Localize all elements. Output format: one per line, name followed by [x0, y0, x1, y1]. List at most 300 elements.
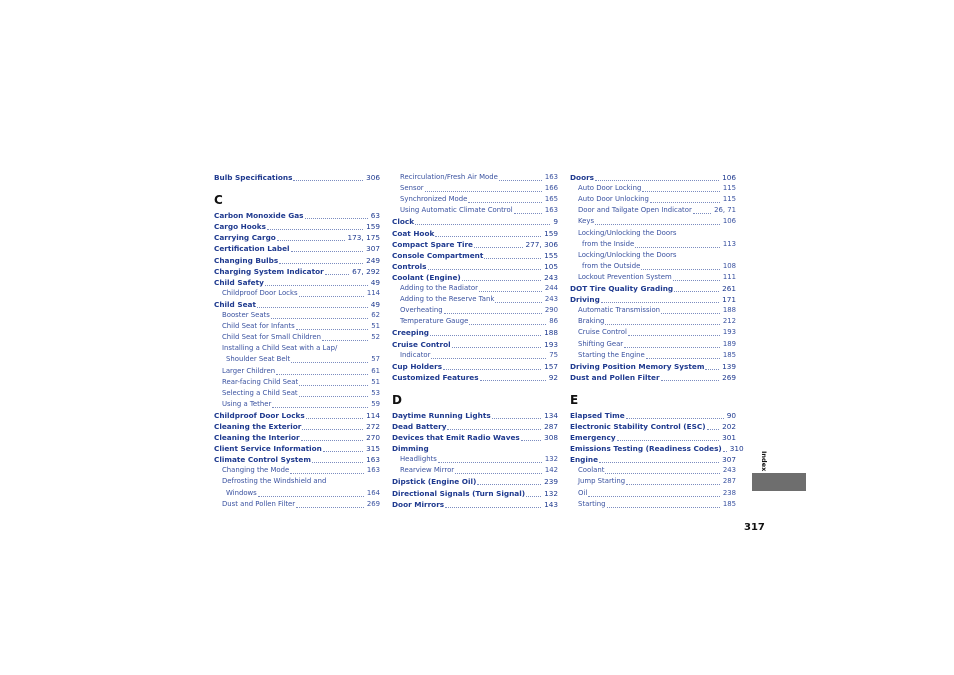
index-entry-page: 113 [722, 239, 736, 248]
index-entry-leader [272, 406, 368, 408]
index-entry-leader [641, 268, 720, 270]
index-entry-title: Client Service Information [214, 444, 322, 454]
index-entry[interactable] [392, 227, 558, 238]
index-entry[interactable] [214, 232, 380, 243]
index-entry[interactable] [392, 316, 558, 327]
index-entry-page: 189 [722, 339, 736, 348]
index-entry-title: Console Compartment [392, 250, 484, 260]
index-entry-leader [650, 201, 720, 203]
index-column-3 [570, 172, 744, 510]
index-section-letter: D [392, 392, 402, 407]
index-entry[interactable] [392, 261, 558, 272]
index-entry[interactable] [392, 421, 558, 432]
index-entry-title: Changing the Mode [222, 466, 290, 475]
index-entry[interactable] [570, 361, 736, 372]
index-entry-page: 59 [371, 399, 380, 408]
index-entry[interactable] [214, 266, 380, 277]
index-entry-title: Installing a Child Seat with a Lap/ [222, 344, 338, 353]
index-entry-title: Doors [570, 173, 595, 183]
index-entry-leader [635, 246, 720, 248]
index-entry[interactable] [570, 338, 736, 349]
index-entry-title: Cleaning the Interior [214, 433, 300, 443]
index-entry-page: 67, 292 [352, 266, 380, 276]
index-entry-leader [302, 428, 363, 430]
index-entry-leader [673, 279, 720, 281]
index-entry-page: 51 [371, 322, 380, 331]
index-entry[interactable] [214, 243, 380, 254]
index-entry-leader [299, 384, 368, 386]
index-entry-title: Child Seat for Small Children [222, 333, 321, 342]
index-entry-leader [480, 379, 546, 381]
index-entry-page: 287 [544, 421, 558, 431]
index-entry-page: 9 [553, 217, 558, 227]
index-entry[interactable] [570, 216, 736, 227]
index-entry-title: Keys [578, 217, 595, 226]
index-entry-page: 243 [544, 272, 558, 282]
index-entry[interactable] [392, 205, 558, 216]
index-entry[interactable] [570, 183, 736, 194]
index-entry-leader [431, 357, 546, 359]
index-entry[interactable] [392, 410, 558, 421]
index-entry-leader [445, 506, 541, 508]
index-entry-title: Larger Children [222, 366, 276, 375]
index-entry-page: 173, 175 [347, 233, 380, 243]
index-entry[interactable] [214, 410, 380, 421]
index-entry-title: Booster Seats [222, 311, 270, 320]
index-entry[interactable] [214, 321, 380, 332]
index-entry-leader [279, 262, 363, 264]
index-entry-leader [443, 368, 541, 370]
index-entry-title: Cruise Control [392, 339, 451, 349]
index-entry-page: 163 [544, 173, 558, 182]
index-entry-title: Door Mirrors [392, 499, 445, 509]
index-entry-page: 134 [544, 410, 558, 420]
index-entry-leader [605, 323, 719, 325]
index-entry-page: 114 [366, 410, 380, 420]
index-entry[interactable] [214, 465, 380, 476]
index-entry-title: Clock [392, 217, 415, 227]
index-entry-leader [646, 357, 720, 359]
index-entry-leader [428, 268, 542, 270]
index-entry-title: Automatic Transmission [578, 306, 661, 315]
index-entry[interactable] [570, 294, 736, 305]
index-entry-page: 86 [549, 317, 558, 326]
index-entry-page: 171 [722, 295, 736, 305]
index-entry-leader [455, 472, 542, 474]
index-entry-title: Dead Battery [392, 421, 447, 431]
index-entry-title: Changing Bulbs [214, 255, 279, 265]
index-entry[interactable] [214, 499, 380, 510]
index-entry-leader [595, 223, 720, 225]
index-entry-leader [447, 428, 541, 430]
index-entry[interactable] [214, 288, 380, 299]
index-entry-title: Cup Holders [392, 361, 443, 371]
index-entry-leader [495, 301, 542, 303]
index-entry-leader [474, 246, 523, 248]
index-entry-leader [323, 450, 363, 452]
index-entry[interactable] [214, 421, 380, 432]
index-column-1 [214, 172, 380, 510]
index-entry-leader [299, 295, 364, 297]
index-entry-title: Lockout Prevention System [578, 272, 672, 281]
index-entry-leader [301, 439, 363, 441]
index-entry[interactable] [570, 350, 736, 361]
index-entry-title: Rear-facing Child Seat [222, 377, 299, 386]
index-entry[interactable] [570, 250, 736, 261]
index-entry-title: Childproof Door Locks [222, 288, 298, 297]
index-entry-page: 269 [722, 372, 736, 382]
index-entry-leader [605, 472, 719, 474]
index-entry-page: 277, 306 [525, 239, 558, 249]
index-entry-leader [642, 190, 720, 192]
index-entry-title: Dipstick (Engine Oil) [392, 477, 477, 487]
index-entry[interactable] [214, 210, 380, 221]
index-entry-page: 115 [722, 184, 736, 193]
index-entry-page: 26, 71 [714, 206, 736, 215]
index-entry-page: 185 [722, 350, 736, 359]
index-entry-leader [277, 239, 345, 241]
index-entry-page: 188 [722, 306, 736, 315]
index-entry-page: 307 [366, 244, 380, 254]
index-entry[interactable] [214, 487, 380, 498]
index-entry[interactable] [214, 277, 380, 288]
index-entry[interactable] [214, 432, 380, 443]
index-entry-page: 193 [544, 339, 558, 349]
index-entry[interactable] [570, 454, 736, 465]
index-entry-leader [599, 461, 719, 463]
index-entry-page: 143 [544, 499, 558, 509]
index-entry-title: Sensor [400, 184, 424, 193]
index-entry[interactable] [214, 365, 380, 376]
index-entry-title: Creeping [392, 328, 429, 338]
index-entry-title: Coat Hook [392, 228, 435, 238]
index-entry-leader [435, 235, 541, 237]
index-entry-page: 202 [722, 421, 736, 431]
index-entry-title: Using a Tether [222, 399, 272, 408]
index-entry[interactable] [392, 372, 558, 383]
index-entry-leader [674, 290, 719, 292]
index-entry-title: Devices that Emit Radio Waves [392, 433, 520, 443]
index-entry-leader [438, 461, 542, 463]
index-entry-leader [479, 290, 542, 292]
index-entry[interactable] [392, 499, 558, 510]
index-entry-title: Shoulder Seat Belt [226, 355, 291, 364]
index-entry[interactable] [392, 361, 558, 372]
index-entry[interactable] [392, 183, 558, 194]
index-entry-title: Adding to the Radiator [400, 284, 478, 293]
index-entry[interactable] [214, 332, 380, 343]
index-entry-page: 290 [544, 306, 558, 315]
page-number: 317 [744, 522, 765, 533]
index-entry-title: Coolant [578, 466, 605, 475]
index-entry-page: 163 [544, 206, 558, 215]
index-entry-leader [601, 301, 719, 303]
index-entry-page: 261 [722, 284, 736, 294]
index-entry-leader [626, 483, 720, 485]
index-entry-page: 163 [366, 466, 380, 475]
index-entry[interactable] [570, 410, 736, 421]
index-entry-leader [705, 368, 719, 370]
index-entry-leader [723, 450, 727, 452]
index-entry-page: 115 [722, 195, 736, 204]
index-entry[interactable] [570, 272, 736, 283]
index-entry-page: 165 [544, 195, 558, 204]
index-entry-title: Directional Signals (Turn Signal) [392, 488, 526, 498]
index-entry-leader [477, 483, 541, 485]
index-entry-page: 272 [366, 421, 380, 431]
index-entry-title: Braking [578, 317, 605, 326]
index-entry-leader [291, 361, 368, 363]
index-entry-leader [267, 228, 363, 230]
index-entry[interactable] [570, 487, 736, 498]
index-entry[interactable] [392, 294, 558, 305]
index-entry-title: Child Safety [214, 277, 264, 287]
index-entry[interactable] [570, 316, 736, 327]
index-entry-title: Child Seat [214, 299, 256, 309]
index-entry[interactable] [214, 399, 380, 410]
index-entry[interactable] [392, 272, 558, 283]
index-entry[interactable] [570, 239, 736, 250]
index-entry-leader [661, 379, 719, 381]
index-entry-leader [626, 417, 724, 419]
index-entry-leader [258, 495, 364, 497]
index-entry[interactable] [392, 465, 558, 476]
index-entry-page: 301 [722, 433, 736, 443]
index-entry-page: 166 [544, 184, 558, 193]
index-entry-title: from the Inside [582, 239, 635, 248]
index-entry-title: Charging System Indicator [214, 266, 324, 276]
index-tab-label: Index [760, 451, 768, 472]
index-column-2 [392, 172, 558, 510]
index-entry-page: 62 [371, 311, 380, 320]
index-entry-page: 270 [366, 433, 380, 443]
index-entry-page: 106 [722, 173, 736, 183]
index-entry[interactable] [214, 388, 380, 399]
index-entry-page: 114 [366, 288, 380, 297]
index-entry[interactable] [570, 172, 736, 183]
index-entry-page: 185 [722, 499, 736, 508]
index-entry[interactable] [392, 338, 558, 349]
index-entry-leader [306, 417, 363, 419]
index-entry-title: Cleaning the Exterior [214, 421, 302, 431]
index-entry[interactable] [570, 305, 736, 316]
index-entry[interactable] [214, 254, 380, 265]
index-entry[interactable] [570, 443, 744, 454]
index-entry-leader [299, 395, 369, 397]
index-entry-title: DOT Tire Quality Grading [570, 284, 674, 294]
index-entry-page: 212 [722, 317, 736, 326]
index-entry-leader [290, 472, 364, 474]
index-entry[interactable] [570, 499, 736, 510]
index-entry-title: Cruise Control [578, 328, 627, 337]
index-entry-leader [617, 439, 719, 441]
index-entry-leader [415, 223, 550, 225]
index-entry-title: Dimming [392, 444, 429, 454]
index-entry[interactable] [214, 476, 380, 487]
index-entry-leader [607, 506, 720, 508]
index-entry-title: Carrying Cargo [214, 233, 276, 243]
index-entry-leader [305, 217, 368, 219]
index-entry-leader [469, 323, 546, 325]
index-entry[interactable] [570, 465, 736, 476]
index-entry-page: 164 [366, 488, 380, 497]
index-entry[interactable] [392, 327, 558, 338]
index-entry-page: 315 [366, 444, 380, 454]
index-entry-page: 53 [371, 388, 380, 397]
index-entry[interactable] [392, 350, 558, 361]
index-entry[interactable] [570, 227, 736, 238]
index-entry[interactable] [214, 172, 380, 183]
index-entry-page: 105 [544, 261, 558, 271]
index-entry-title: Indicator [400, 350, 431, 359]
index-entry-page: 306 [366, 173, 380, 183]
index-entry-title: Temperature Gauge [400, 317, 469, 326]
index-entry-title: Oil [578, 488, 588, 497]
index-entry-title: Door and Tailgate Open Indicator [578, 206, 692, 215]
index-entry-title: Rearview Mirror [400, 466, 455, 475]
index-entry-title: Emissions Testing (Readiness Codes) [570, 444, 722, 454]
index-entry-page: 111 [722, 272, 736, 281]
index-entry-page: 49 [370, 299, 380, 309]
index-section-letter: E [570, 392, 579, 407]
index-entry-title: Overheating [400, 306, 443, 315]
index-entry-title: Elapsed Time [570, 410, 625, 420]
index-entry-page: 90 [726, 410, 736, 420]
index-entry[interactable] [570, 476, 736, 487]
index-entry-page: 142 [544, 466, 558, 475]
index-entry-page: 308 [544, 433, 558, 443]
index-entry[interactable] [392, 443, 558, 454]
index-entry-leader [425, 190, 542, 192]
index-entry-page: 57 [371, 355, 380, 364]
index-entry-leader [296, 328, 369, 330]
index-entry[interactable] [392, 487, 558, 498]
index-entry[interactable] [392, 216, 558, 227]
index-entry-page: 49 [370, 277, 380, 287]
index-entry-leader [492, 417, 541, 419]
index-entry-title: Carbon Monoxide Gas [214, 211, 304, 221]
index-entry-page: 75 [549, 350, 558, 359]
index-entry[interactable] [214, 310, 380, 321]
index-entry[interactable] [570, 432, 736, 443]
index-entry[interactable] [570, 327, 736, 338]
index-entry[interactable] [392, 454, 558, 465]
index-entry[interactable] [570, 261, 736, 272]
index-entry-title: Starting [578, 499, 606, 508]
index-entry[interactable] [214, 221, 380, 232]
index-entry-page: 239 [544, 477, 558, 487]
index-entry[interactable] [214, 443, 380, 454]
index-entry[interactable] [214, 377, 380, 388]
index-entry[interactable] [392, 432, 558, 443]
index-entry-leader [707, 428, 719, 430]
index-entry-leader [322, 339, 368, 341]
index-entry-leader [595, 179, 719, 181]
index-entry-title: Engine [570, 455, 599, 465]
index-entry-page: 63 [370, 211, 380, 221]
index-entry-leader [484, 257, 541, 259]
index-entry[interactable] [392, 283, 558, 294]
index-entry-title: Cargo Hooks [214, 222, 266, 232]
index-entry-title: Driving Position Memory System [570, 361, 705, 371]
index-entry-title: Bulb Specifications [214, 173, 293, 183]
index-entry-page: 52 [371, 333, 380, 342]
index-entry-title: Synchronized Mode [400, 195, 468, 204]
index-entry-page: 51 [371, 377, 380, 386]
index-entry-title: Coolant (Engine) [392, 272, 461, 282]
index-entry-title: Locking/Unlocking the Doors [578, 228, 677, 237]
index-entry[interactable] [570, 194, 736, 205]
index-entry-page: 249 [366, 255, 380, 265]
index-entry[interactable] [392, 305, 558, 316]
index-entry-page: 159 [366, 222, 380, 232]
index-entry-leader [588, 495, 720, 497]
index-entry[interactable] [392, 194, 558, 205]
index-entry-title: Using Automatic Climate Control [400, 206, 513, 215]
index-entry-page: 307 [722, 455, 736, 465]
index-entry-title: Headlights [400, 455, 437, 464]
index-entry-page: 106 [722, 217, 736, 226]
index-tab[interactable] [752, 473, 806, 491]
index-entry-page: 244 [544, 284, 558, 293]
index-entry-leader [521, 439, 541, 441]
index-entry-page: 243 [722, 466, 736, 475]
index-entry[interactable] [392, 239, 558, 250]
index-entry-page: 243 [544, 295, 558, 304]
index-entry-leader [693, 212, 711, 214]
index-entry-title: Controls [392, 261, 427, 271]
index-entry[interactable] [392, 172, 558, 183]
index-entry-title: Child Seat for Infants [222, 322, 295, 331]
index-entry-title: Locking/Unlocking the Doors [578, 250, 677, 259]
index-entry-leader [430, 334, 541, 336]
index-entry[interactable] [570, 372, 736, 383]
index-entry-title: Driving [570, 295, 600, 305]
index-entry[interactable] [392, 250, 558, 261]
index-entry[interactable] [214, 343, 380, 354]
index-entry-title: Selecting a Child Seat [222, 388, 298, 397]
index-entry-page: 108 [722, 261, 736, 270]
index-entry[interactable] [570, 421, 736, 432]
index-entry-title: Adding to the Reserve Tank [400, 295, 495, 304]
index-entry-leader [468, 201, 541, 203]
index-entry-leader [312, 461, 363, 463]
index-entry[interactable] [570, 283, 736, 294]
index-entry-page: 193 [722, 328, 736, 337]
index-entry[interactable] [214, 299, 380, 310]
index-entry-title: Electronic Stability Control (ESC) [570, 421, 706, 431]
index-entry[interactable] [214, 354, 380, 365]
index-entry-leader [291, 250, 364, 252]
index-entry-title: Jump Starting [578, 477, 626, 486]
index-entry-title: Auto Door Unlocking [578, 195, 649, 204]
index-entry[interactable] [214, 454, 380, 465]
index-entry-page: 132 [544, 488, 558, 498]
index-entry-page: 287 [722, 477, 736, 486]
index-entry-leader [628, 334, 720, 336]
index-entry[interactable] [570, 205, 736, 216]
index-entry-title: Recirculation/Fresh Air Mode [400, 173, 498, 182]
index-entry-page: 310 [729, 444, 744, 454]
index-entry-title: from the Outside [582, 261, 641, 270]
index-entry-title: Defrosting the Windshield and [222, 477, 327, 486]
index-entry[interactable] [392, 476, 558, 487]
index-entry-leader [462, 279, 541, 281]
index-entry-page: 238 [722, 488, 736, 497]
index-entry-leader [276, 373, 368, 375]
index-section-letter: C [214, 193, 223, 208]
index-entry-leader [661, 312, 720, 314]
